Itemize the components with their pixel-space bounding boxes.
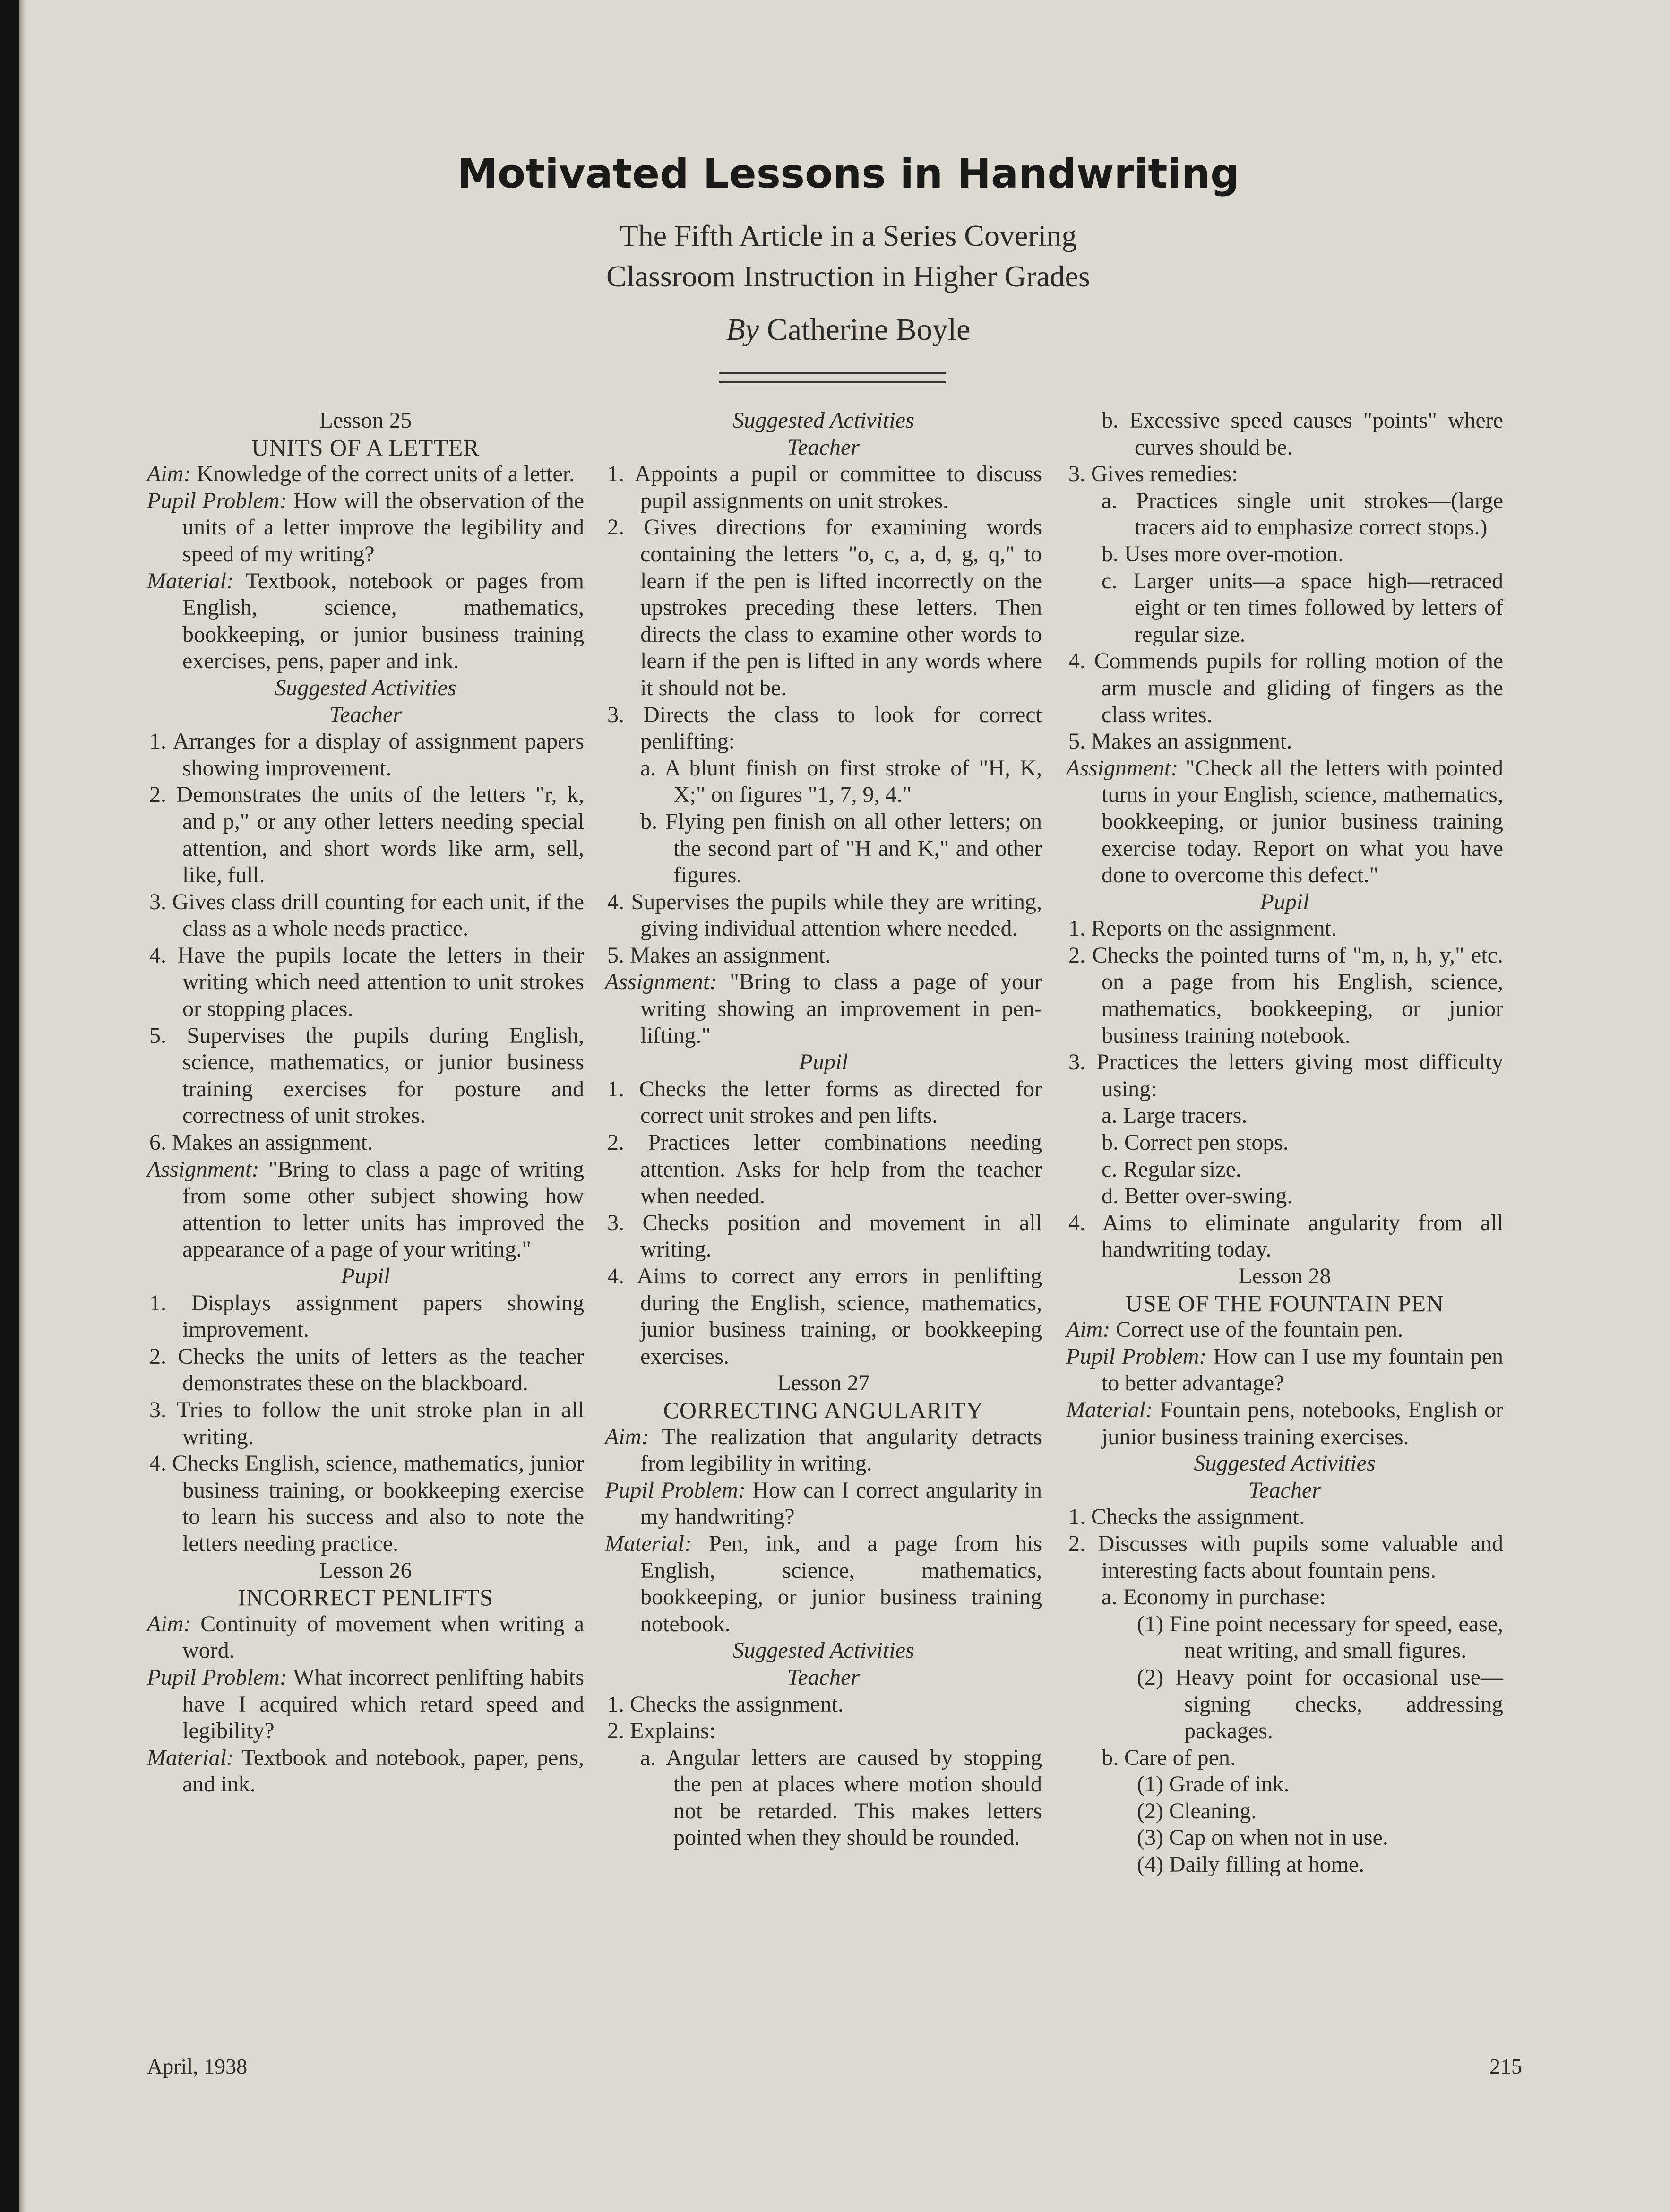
numbered-item: 3. Gives class drill counting for each unit, if the class as a whole needs practice. [149,889,584,941]
numbered-item: 5. Makes an assignment. [1068,729,1292,754]
lettered-subitem: a. Economy in purchase: [1102,1584,1326,1610]
paragraph-label: Assignment: [147,1156,259,1182]
paragraph-text: Correct use of the fountain pen. [1110,1317,1403,1343]
sub-subitem: (4) Daily filling at home. [1137,1852,1365,1877]
paragraph-text: How can I correct angularity in my handwriting? [640,1477,1042,1530]
page-fold-shadow [19,0,26,2212]
lesson-number: Lesson 28 [1238,1264,1331,1289]
paragraph-label: Pupil Problem: [147,488,287,513]
article-title: Motivated Lessons in Handwriting [457,150,1240,198]
paragraph-label: Material: [147,568,234,594]
paragraph-text: "Bring to class a page of your writing showing an improvement in pen-lifting." [640,969,1042,1048]
numbered-item: 3. Checks position and movement in all writing. [607,1210,1042,1262]
labeled-paragraph [147,1745,584,1798]
magazine-page [26,0,1670,2212]
numbered-item: 2. Explains: [607,1718,716,1744]
labeled-paragraph [1066,755,1503,889]
paragraph-label: Aim: [605,1424,649,1449]
byline-by: By [726,312,759,347]
labeled-paragraph [1066,1343,1503,1397]
byline-author: Catherine Boyle [766,312,971,347]
numbered-item: 2. Gives directions for examining words containing the letters "o, c, a, d, g, q," to learn if the pen is lifted incorrectly on the upstrokes preceding these letters. Then directs the class to examine other words to learn if the pen is lifted in any words where it should not be. [607,515,1042,700]
lettered-subitem: a. Practices single unit strokes—(large tracers aid to emphasize correct stops.) [1102,488,1503,540]
numbered-item: 1. Checks the assignment. [1068,1504,1305,1530]
numbered-item: 2. Practices letter combinations needing attention. Asks for help from the teacher when needed. [607,1130,1042,1209]
lettered-subitem: a. Angular letters are caused by stopping the pen at places where motion should not be retarded. This makes letters pointed when they should be rounded. [640,1745,1042,1851]
labeled-paragraph [605,1477,1042,1531]
numbered-item: 3. Tries to follow the unit stroke plan in all writing. [149,1397,584,1449]
numbered-item: 5. Makes an assignment. [607,942,831,968]
column-2 [605,407,1042,1851]
byline [26,312,1670,348]
subtitle-line-2: Classroom Instruction in Higher Grades [606,259,1090,293]
paragraph-text: Continuity of movement when writing a word. [182,1611,584,1663]
section-heading: Suggested Activities [1194,1451,1376,1476]
sub-subitem: (2) Cleaning. [1137,1798,1257,1824]
paragraph-label: Pupil Problem: [1066,1343,1207,1369]
numbered-item: 4. Checks English, science, mathematics, junior business training, or bookkeeping exercise to learn his success and also to note the letters needing practice. [149,1451,584,1556]
issue-date: April, 1938 [147,2054,248,2078]
section-heading: Pupil [799,1050,848,1075]
column-3 [1066,407,1503,1878]
section-heading: Teacher [329,702,402,727]
lettered-subitem: a. Large tracers. [1102,1103,1248,1128]
sub-subitem: (1) Grade of ink. [1137,1772,1290,1797]
labeled-paragraph [147,1664,584,1745]
paragraph-label: Material: [605,1531,692,1556]
page-number: 215 [1489,2054,1522,2078]
section-heading: Suggested Activities [732,1638,914,1663]
section-heading: Suggested Activities [732,408,914,433]
lettered-subitem: c. Larger units—a space high—retraced eight or ten times followed by letters of regular size. [1102,568,1503,647]
paragraph-label: Material: [147,1745,234,1770]
numbered-item: 4. Commends pupils for rolling motion of the arm muscle and gliding of fingers as the class writes. [1068,648,1503,727]
paragraph-label: Pupil Problem: [605,1477,746,1503]
labeled-paragraph [147,488,584,568]
labeled-paragraph [147,568,584,675]
numbered-item: 5. Supervises the pupils during English, science, mathematics, or junior business training exercises for posture and correctness of unit strokes. [149,1023,584,1128]
labeled-paragraph [147,1156,584,1263]
numbered-item: 1. Reports on the assignment. [1068,916,1337,941]
lesson-heading: CORRECTING ANGULARITY [663,1396,984,1423]
numbered-item: 2. Discusses with pupils some valuable and interesting facts about fountain pens. [1068,1531,1503,1583]
paragraph-text: Knowledge of the correct units of a letter. [191,461,575,487]
lesson-number: Lesson 27 [777,1370,870,1396]
section-heading: Teacher [1248,1477,1321,1503]
paragraph-text: How can I use my fountain pen to better advantage? [1102,1343,1503,1396]
numbered-item: 6. Makes an assignment. [149,1130,373,1155]
column-1 [147,407,584,1798]
numbered-item: 4. Have the pupils locate the letters in their writing which need attention to unit strokes or stopping places. [149,942,584,1022]
numbered-item: 4. Aims to correct any errors in penlifting during the English, science, mathematics, junior business training, or bookkeeping exercises. [607,1264,1042,1369]
paragraph-label: Assignment: [605,969,717,995]
numbered-item: 2. Checks the units of letters as the teacher demonstrates these on the blackboard. [149,1343,584,1396]
lesson-heading: UNITS OF A LETTER [251,434,480,461]
numbered-item: 1. Arranges for a display of assignment papers showing improvement. [149,729,584,781]
numbered-item: 3. Directs the class to look for correct penlifting: [607,702,1042,754]
lesson-heading: USE OF THE FOUNTAIN PEN [1125,1290,1444,1317]
numbered-item: 1. Appoints a pupil or committee to discuss pupil assignments on unit strokes. [607,461,1042,513]
labeled-paragraph [605,1424,1042,1477]
title-rule [719,372,946,383]
paragraph-label: Assignment: [1066,755,1179,781]
sub-subitem: (1) Fine point necessary for speed, ease, neat writing, and small figures. [1137,1611,1503,1663]
paragraph-text: "Bring to class a page of writing from some other subject showing how attention to letter units has improved the appearance of a page of your writing." [182,1156,584,1262]
section-heading: Teacher [787,434,860,460]
paragraph-label: Pupil Problem: [147,1664,287,1690]
labeled-paragraph [147,461,584,488]
numbered-item: 4. Aims to eliminate angularity from all handwriting today. [1068,1210,1503,1262]
lettered-subitem: b. Uses more over-motion. [1102,541,1344,567]
numbered-item: 2. Demonstrates the units of the letters "r, k, and p," or any other letters needing special attention, and short words like arm, sell, like, full. [149,782,584,888]
lesson-number: Lesson 26 [319,1558,412,1583]
subtitle-line-1: The Fifth Article in a Series Covering [620,219,1077,252]
sub-subitem: (3) Cap on when not in use. [1137,1825,1388,1851]
paragraph-label: Aim: [1066,1317,1110,1343]
lesson-number: Lesson 25 [319,408,412,433]
lettered-subitem: d. Better over-swing. [1102,1183,1293,1209]
scan-edge [0,0,19,2212]
lettered-subitem: b. Care of pen. [1102,1745,1236,1770]
labeled-paragraph [605,1531,1042,1637]
section-heading: Suggested Activities [275,675,456,700]
numbered-item: 4. Supervises the pupils while they are writing, giving individual attention where needed. [607,889,1042,941]
numbered-item: 3. Practices the letters giving most difficulty using: [1068,1050,1503,1102]
labeled-paragraph [605,969,1042,1049]
labeled-paragraph [1066,1397,1503,1450]
article-subtitle [26,215,1670,297]
sub-subitem: (2) Heavy point for occasional use—signing checks, addressing packages. [1137,1664,1503,1744]
paragraph-label: Material: [1066,1397,1153,1422]
lettered-subitem: b. Excessive speed causes "points" where curves should be. [1102,408,1503,460]
section-heading: Pupil [1260,889,1309,914]
paragraph-text: The realization that angularity detracts from legibility in writing. [640,1424,1042,1476]
section-heading: Pupil [341,1264,390,1289]
paragraph-label: Aim: [147,461,191,487]
lettered-subitem: a. A blunt finish on first stroke of "H, K, X;" on figures "1, 7, 9, 4." [640,755,1042,808]
lettered-subitem: b. Correct pen stops. [1102,1130,1289,1155]
paragraph-text: Textbook, notebook or pages from English, science, mathematics, bookkeeping, or junior business training exercises, pens, paper and ink. [182,568,584,674]
numbered-item: 1. Checks the assignment. [607,1691,844,1717]
lettered-subitem: c. Regular size. [1102,1156,1241,1182]
labeled-paragraph [147,1611,584,1664]
paragraph-text: Fountain pens, notebooks, English or junior business training exercises. [1102,1397,1503,1449]
paragraph-text: Textbook and notebook, paper, pens, and ink. [182,1745,584,1797]
paragraph-text: What incorrect penlifting habits have I acquired which retard speed and legibility? [182,1664,585,1744]
lesson-heading: INCORRECT PENLIFTS [238,1584,493,1611]
numbered-item: 3. Gives remedies: [1068,461,1238,487]
paragraph-label: Aim: [147,1611,191,1636]
numbered-item: 1. Checks the letter forms as directed for correct unit strokes and pen lifts. [607,1076,1042,1128]
section-heading: Teacher [787,1664,860,1690]
paragraph-text: "Check all the letters with pointed turns in your English, science, mathematics, bookkeeping, or junior business training exercise today. Report on what you have done to overcome this defect." [1102,755,1503,888]
paragraph-text: How will the observation of the units of a letter improve the legibility and speed of my writing? [182,488,584,567]
lettered-subitem: b. Flying pen finish on all other letters; on the second part of "H and K," and other figures. [640,809,1042,888]
paragraph-text: Pen, ink, and a page from his English, science, mathematics, bookkeeping, or junior business training notebook. [640,1531,1042,1636]
numbered-item: 2. Checks the pointed turns of "m, n, h, y," etc. on a page from his English, science, mathematics, bookkeeping, or junior business training notebook. [1068,942,1503,1048]
labeled-paragraph [1066,1317,1503,1343]
numbered-item: 1. Displays assignment papers showing improvement. [149,1290,584,1343]
